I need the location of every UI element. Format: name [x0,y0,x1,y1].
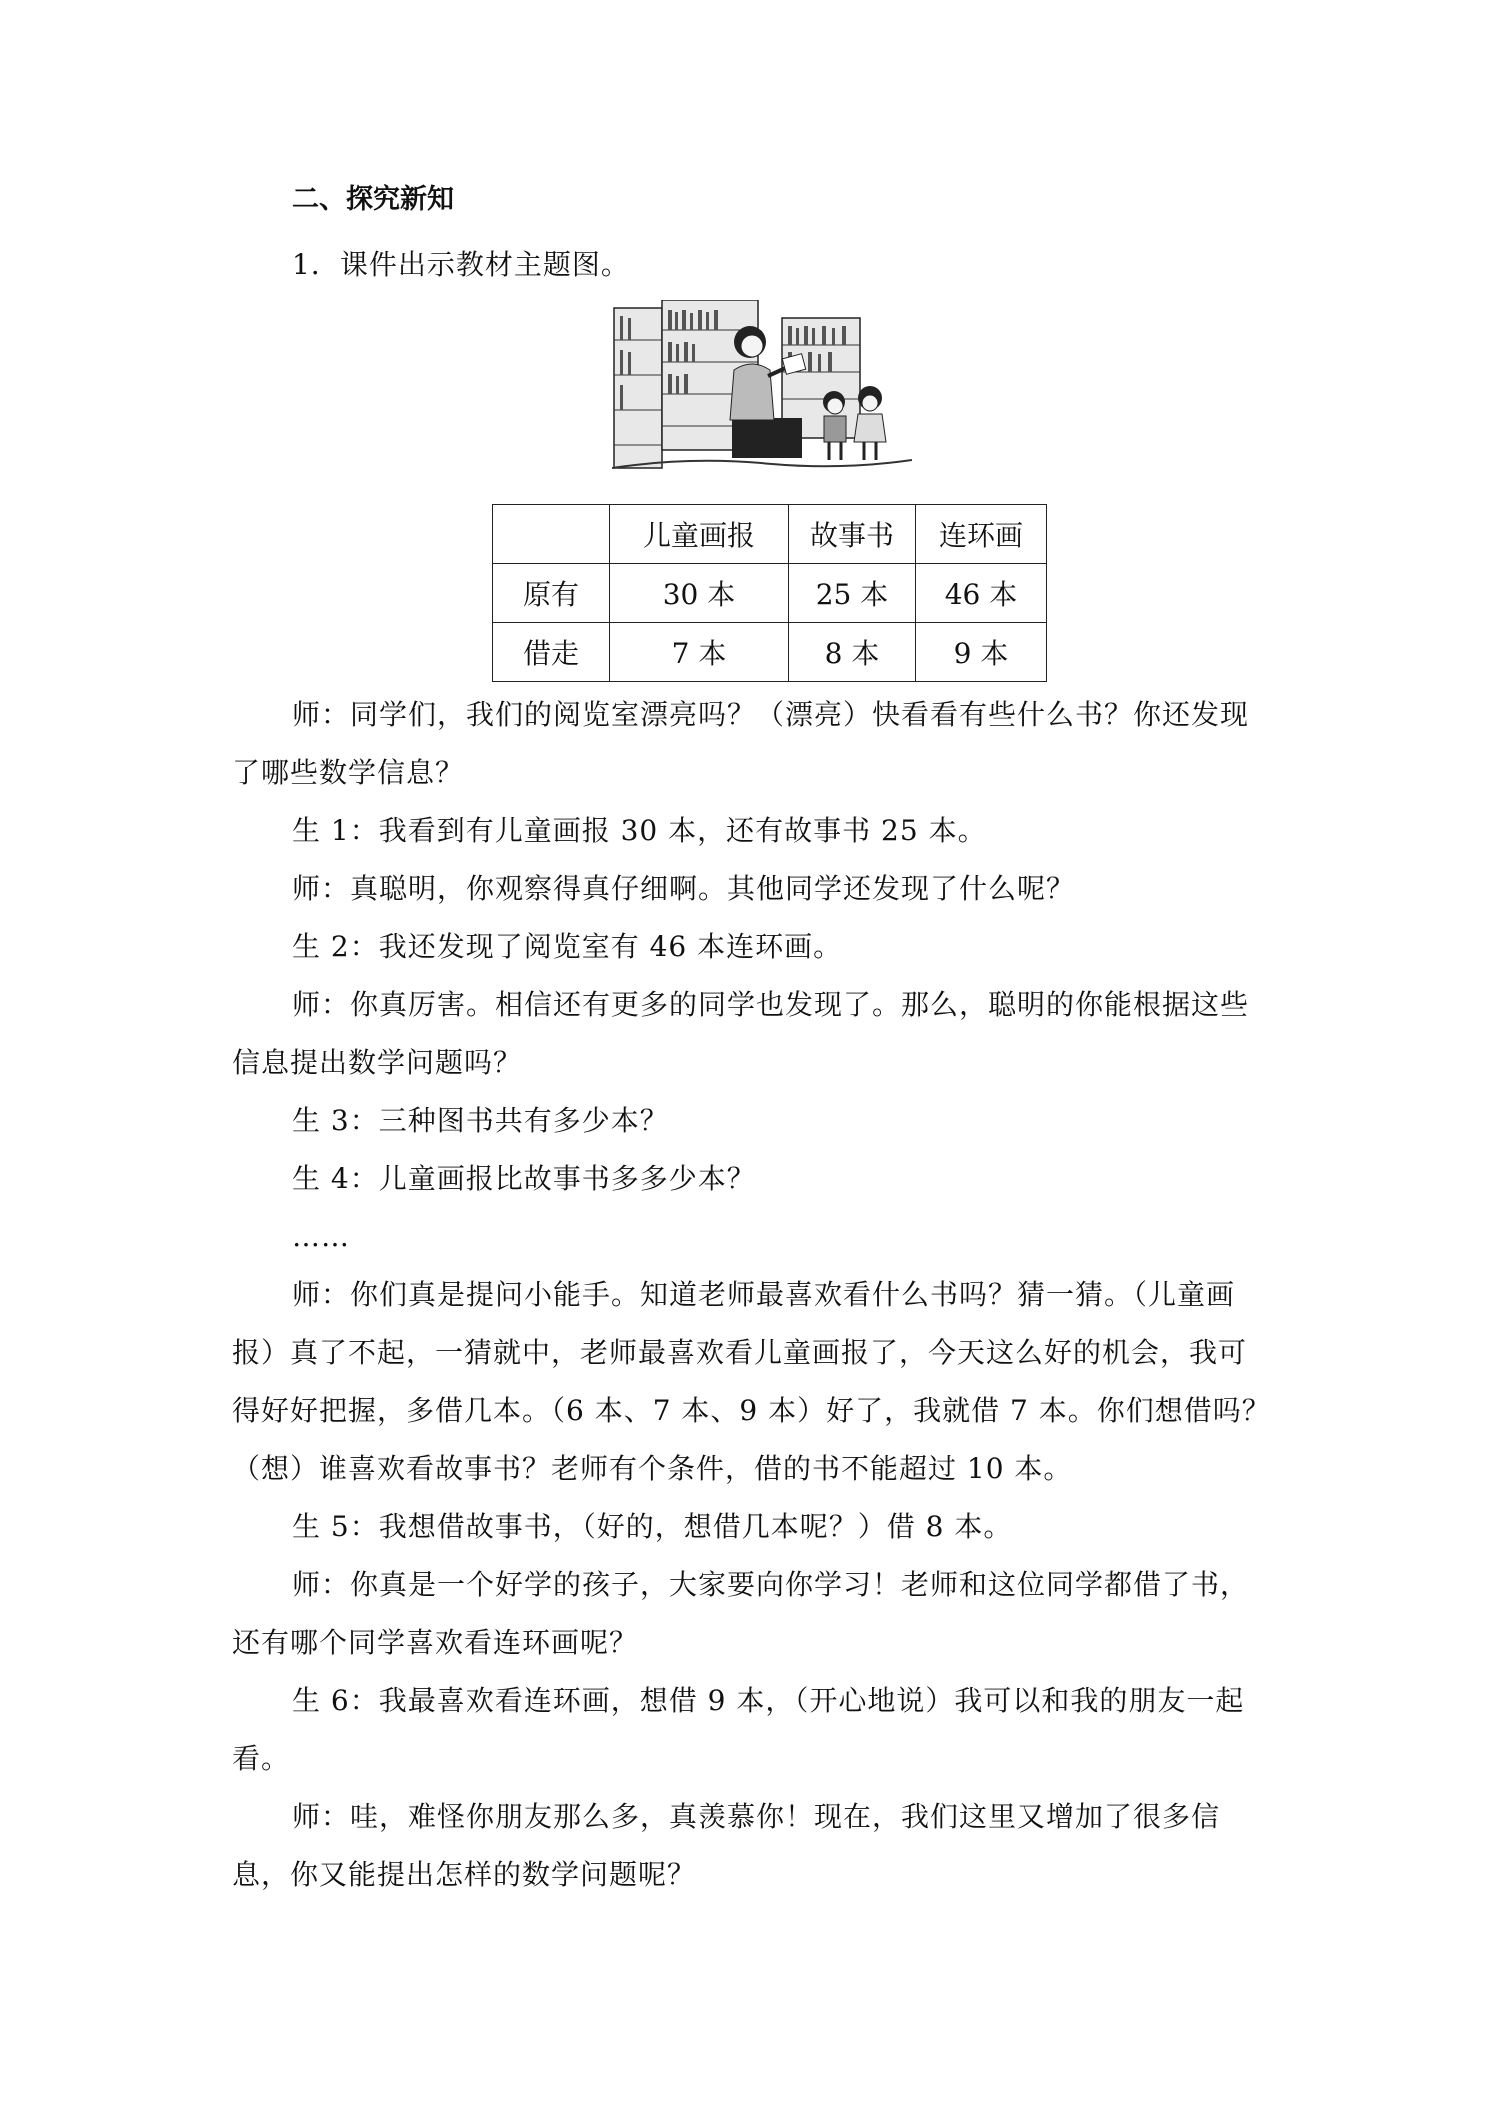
book-table-container [492,504,1272,682]
table-cell: 9 本 [916,623,1047,682]
table-cell: 借走 [493,623,610,682]
table-header-cell [493,505,610,564]
section-heading: 二、探究新知 [292,184,454,215]
document-page [232,178,1272,1904]
table-header-cell: 故事书 [789,505,916,564]
dialogue-paragraph: 师：真聪明，你观察得真仔细啊。其他同学还发现了什么呢？ [292,872,1076,905]
step-1-instruction: 1．课件出示教材主题图。 [292,248,630,281]
dialogue-paragraph: 生 3：三种图书共有多少本？ [292,1104,669,1137]
table-header-cell: 儿童画报 [610,505,789,564]
dialogue-paragraph: 师：你们真是提问小能手。知道老师最喜欢看什么书吗？猜一猜。（儿童画报）真了不起，一猜就中，老师最喜欢看儿童画报了，今天这么好的机会，我可得好好把握，多借几本。（6 本、7 本、9 本）好了，我就借 7 本。你们想借吗？（想）谁喜欢看故事书？老师有个条件，借的书不能超过 10 本。 [232,1278,1271,1485]
table-cell: 30 本 [610,564,789,623]
book-table [492,504,1047,682]
table-cell: 原有 [493,564,610,623]
dialogue-paragraph: 生 6：我最喜欢看连环画，想借 9 本，（开心地说）我可以和我的朋友一起看。 [232,1684,1245,1775]
dialogue-paragraph: 生 4：儿童画报比故事书多多少本？ [292,1162,756,1195]
table-cell: 8 本 [789,623,916,682]
ellipsis-line: …… [292,1220,350,1253]
table-cell: 46 本 [916,564,1047,623]
dialogue-paragraph: 师：你真厉害。相信还有更多的同学也发现了。那么，聪明的你能根据这些信息提出数学问题吗？ [232,988,1250,1079]
table-cell: 7 本 [610,623,789,682]
dialogue-paragraph: 生 5：我想借故事书，（好的，想借几本呢？）借 8 本。 [292,1510,1013,1543]
dialogue-paragraph: 师：你真是一个好学的孩子，大家要向你学习！老师和这位同学都借了书，还有哪个同学喜欢看连环画呢？ [232,1568,1250,1659]
table-row [493,623,1047,682]
table-header-row [493,505,1047,564]
table-header-cell: 连环画 [916,505,1047,564]
library-illustration [612,300,912,476]
dialogue-section [232,686,1272,1904]
dialogue-paragraph: 师：哇，难怪你朋友那么多，真羡慕你！现在，我们这里又增加了很多信息，你又能提出怎样的数学问题呢？ [232,1800,1221,1891]
dialogue-paragraph: 生 1：我看到有儿童画报 30 本，还有故事书 25 本。 [292,814,987,847]
figure-container [232,300,1272,484]
dialogue-paragraph: 生 2：我还发现了阅览室有 46 本连环画。 [292,930,843,963]
dialogue-paragraph: 师：同学们，我们的阅览室漂亮吗？（漂亮）快看看有些什么书？你还发现了哪些数学信息？ [232,698,1250,789]
table-row [493,564,1047,623]
table-cell: 25 本 [789,564,916,623]
